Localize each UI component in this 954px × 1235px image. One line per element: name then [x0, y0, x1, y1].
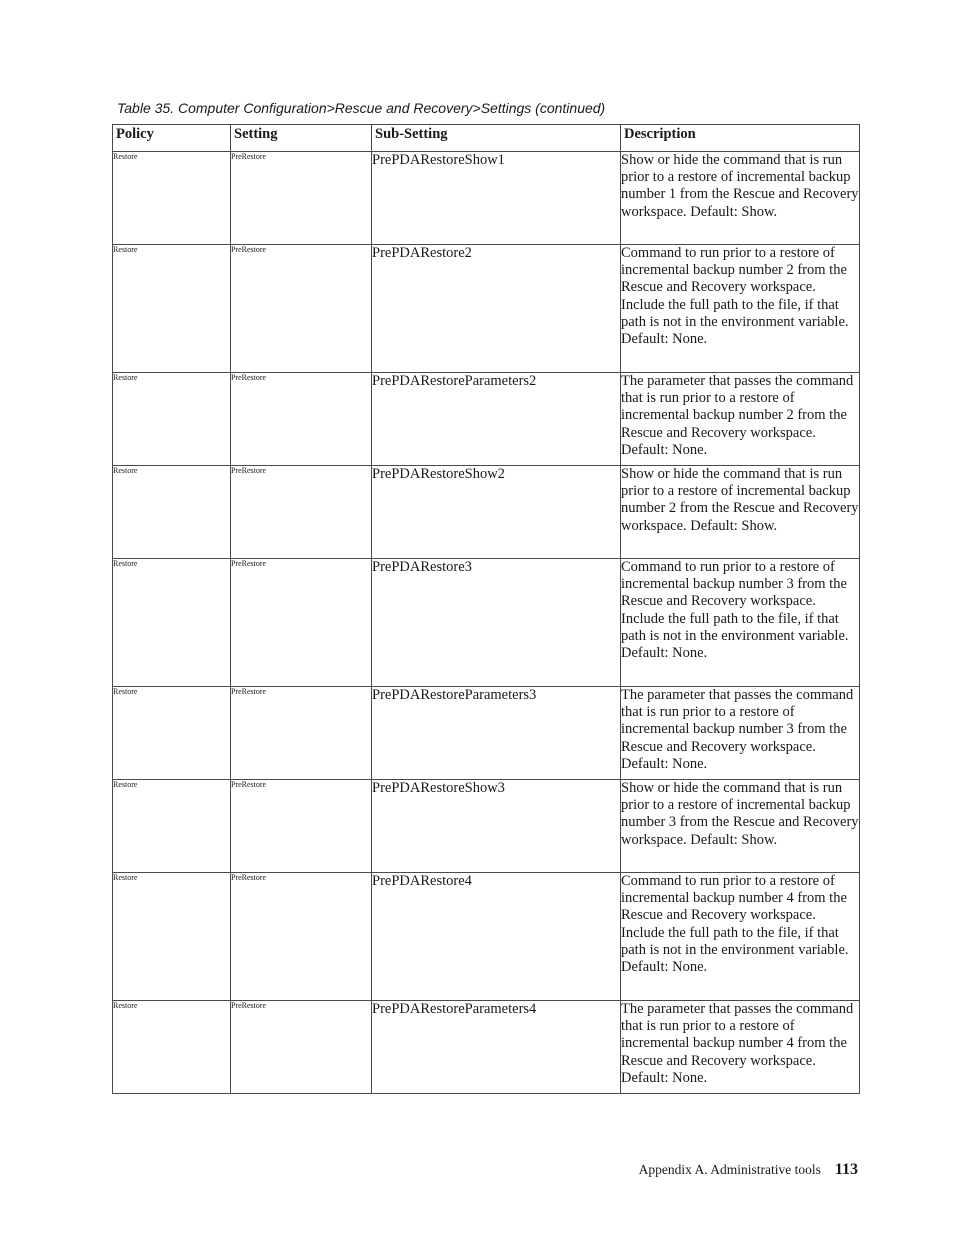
policy-cell: Restore [113, 373, 231, 466]
sub-setting-cell: PrePDARestoreParameters3 [372, 687, 621, 780]
sub-setting-cell: PrePDARestore2 [372, 245, 621, 373]
description-cell: Show or hide the command that is run prior to a restore of incremental backup number 2 from the Rescue and Recovery workspace. Default: Show. [621, 466, 860, 559]
table-row [113, 559, 860, 687]
policy-cell: Restore [113, 466, 231, 559]
page-footer [639, 1161, 858, 1179]
policy-cell: Restore [113, 1001, 231, 1094]
setting-cell: PreRestore [231, 687, 372, 780]
description-cell: Command to run prior to a restore of incremental backup number 3 from the Rescue and Recovery workspace. Include the full path to the file, if that path is not in the environment variable. Default: None. [621, 559, 860, 687]
table-row [113, 780, 860, 873]
description-cell: The parameter that passes the command that is run prior to a restore of incremental backup number 2 from the Rescue and Recovery workspace. Default: None. [621, 373, 860, 466]
header-sub-setting: Sub-Setting [372, 125, 621, 152]
setting-cell: PreRestore [231, 1001, 372, 1094]
table-row [113, 1001, 860, 1094]
policy-cell: Restore [113, 873, 231, 1001]
table-row [113, 373, 860, 466]
setting-cell: PreRestore [231, 873, 372, 1001]
sub-setting-cell: PrePDARestore3 [372, 559, 621, 687]
setting-cell: PreRestore [231, 152, 372, 245]
policy-cell: Restore [113, 559, 231, 687]
setting-cell: PreRestore [231, 780, 372, 873]
sub-setting-cell: PrePDARestoreShow2 [372, 466, 621, 559]
table-caption: Table 35. Computer Configuration>Rescue and Recovery>Settings (continued) [117, 100, 606, 116]
policy-cell: Restore [113, 152, 231, 245]
settings-table [112, 124, 860, 1094]
header-description: Description [621, 125, 860, 152]
sub-setting-cell: PrePDARestoreShow3 [372, 780, 621, 873]
description-cell: The parameter that passes the command that is run prior to a restore of incremental backup number 3 from the Rescue and Recovery workspace. Default: None. [621, 687, 860, 780]
sub-setting-cell: PrePDARestoreParameters2 [372, 373, 621, 466]
sub-setting-cell: PrePDARestoreParameters4 [372, 1001, 621, 1094]
setting-cell: PreRestore [231, 245, 372, 373]
header-policy: Policy [113, 125, 231, 152]
sub-setting-cell: PrePDARestore4 [372, 873, 621, 1001]
table-row [113, 245, 860, 373]
table-row [113, 152, 860, 245]
policy-cell: Restore [113, 245, 231, 373]
footer-section-title: Appendix A. Administrative tools [638, 1162, 821, 1177]
table-row [113, 466, 860, 559]
table-header-row [113, 125, 860, 152]
description-cell: The parameter that passes the command that is run prior to a restore of incremental backup number 4 from the Rescue and Recovery workspace. Default: None. [621, 1001, 860, 1094]
setting-cell: PreRestore [231, 466, 372, 559]
description-cell: Show or hide the command that is run prior to a restore of incremental backup number 1 from the Rescue and Recovery workspace. Default: Show. [621, 152, 860, 245]
policy-cell: Restore [113, 687, 231, 780]
header-setting: Setting [231, 125, 372, 152]
setting-cell: PreRestore [231, 559, 372, 687]
table-row [113, 873, 860, 1001]
table-row [113, 687, 860, 780]
description-cell: Show or hide the command that is run prior to a restore of incremental backup number 3 from the Rescue and Recovery workspace. Default: Show. [621, 780, 860, 873]
sub-setting-cell: PrePDARestoreShow1 [372, 152, 621, 245]
setting-cell: PreRestore [231, 373, 372, 466]
policy-cell: Restore [113, 780, 231, 873]
page-number: 113 [834, 1161, 858, 1178]
description-cell: Command to run prior to a restore of incremental backup number 2 from the Rescue and Recovery workspace. Include the full path to the file, if that path is not in the environment variable. Default: None. [621, 245, 860, 373]
description-cell: Command to run prior to a restore of incremental backup number 4 from the Rescue and Recovery workspace. Include the full path to the file, if that path is not in the environment variable. Default: None. [621, 873, 860, 1001]
